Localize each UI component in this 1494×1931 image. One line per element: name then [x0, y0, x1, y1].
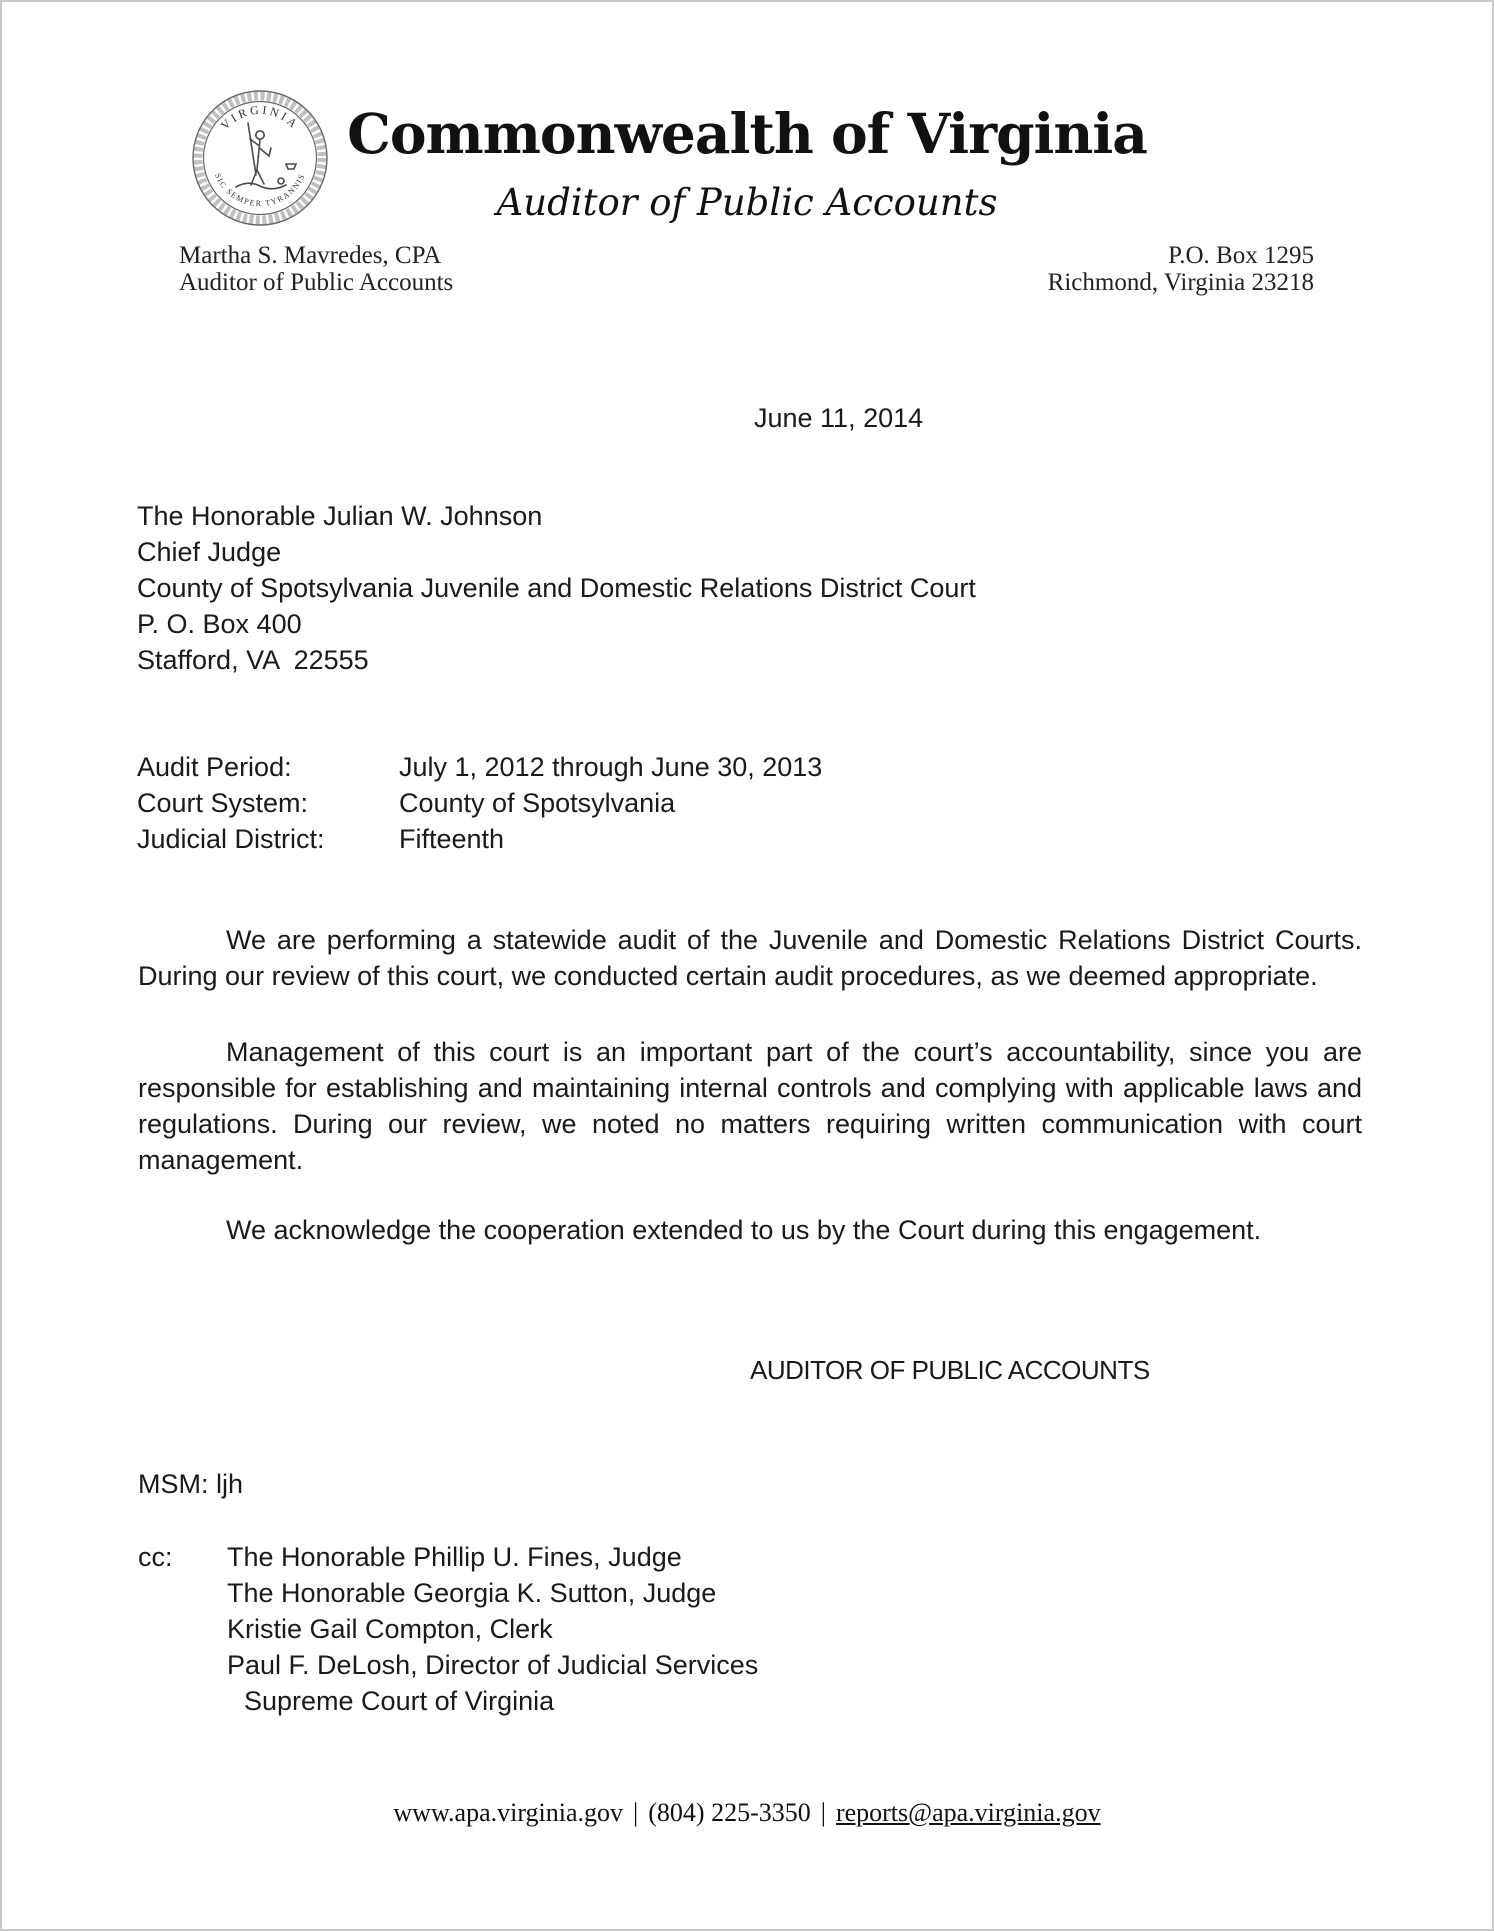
cc-item: Kristie Gail Compton, Clerk — [227, 1614, 553, 1644]
letterhead-title: Commonwealth of Virginia — [347, 101, 1147, 166]
cc-item: Supreme Court of Virginia — [244, 1686, 555, 1716]
cc-label: cc: — [138, 1542, 173, 1572]
recipient-line: Chief Judge — [137, 537, 282, 567]
body-paragraph-3: We acknowledge the cooperation extended to us by the Court during this engagement. — [226, 1215, 1262, 1245]
footer-separator: | — [633, 1798, 639, 1827]
audit-info-label: Audit Period: — [137, 752, 292, 782]
cc-item: Paul F. DeLosh, Director of Judicial Services — [227, 1650, 759, 1680]
audit-info-value: Fifteenth — [399, 824, 505, 854]
recipient-line: County of Spotsylvania Juvenile and Domestic Relations District Court — [137, 573, 976, 603]
audit-info-label: Court System: — [137, 788, 309, 818]
audit-info-block — [137, 749, 822, 857]
footer-website: www.apa.virginia.gov — [393, 1798, 624, 1827]
audit-info-row — [137, 749, 822, 785]
footer-email-link[interactable]: reports@apa.virginia.gov — [835, 1798, 1101, 1827]
auditor-title: Auditor of Public Accounts — [179, 269, 454, 296]
po-box: P.O. Box 1295 — [1168, 242, 1314, 269]
auditor-name-block — [179, 242, 453, 296]
footer-separator: | — [820, 1798, 826, 1827]
audit-info-row — [137, 785, 822, 821]
recipient-line: Stafford, VA 22555 — [137, 645, 369, 675]
office-address-block — [1048, 242, 1314, 296]
cc-item: The Honorable Phillip U. Fines, Judge — [227, 1542, 682, 1572]
signature-heading: AUDITOR OF PUBLIC ACCOUNTS — [750, 1355, 1150, 1385]
audit-info-value: July 1, 2012 through June 30, 2013 — [399, 752, 823, 782]
seal-top-text: VIRGINIA — [217, 102, 303, 133]
audit-info-row — [137, 821, 822, 857]
auditor-name: Martha S. Mavredes, CPA — [179, 242, 442, 269]
cc-items — [227, 1539, 758, 1719]
reference-initials: MSM: ljh — [138, 1469, 244, 1499]
city-state-zip: Richmond, Virginia 23218 — [1047, 269, 1314, 296]
footer-phone: (804) 225-3350 — [648, 1798, 811, 1827]
recipient-line: P. O. Box 400 — [137, 609, 302, 639]
body-paragraph-2: Management of this court is an important part of the court’s accountability, since you are responsible for establishing and maintaining internal controls and complying with applicable laws and regulations. During our review, we noted no matters requiring written communication with court management. — [138, 1037, 1362, 1175]
recipient-line: The Honorable Julian W. Johnson — [137, 501, 543, 531]
recipient-address-block — [137, 498, 976, 678]
seal-bottom-text: SIC SEMPER TYRANNIS — [213, 171, 307, 209]
letterhead-subtitle: Auditor of Public Accounts — [496, 181, 998, 224]
cc-block — [138, 1539, 758, 1719]
audit-info-value: County of Spotsylvania — [399, 788, 676, 818]
cc-item: The Honorable Georgia K. Sutton, Judge — [227, 1578, 717, 1608]
letter-date: June 11, 2014 — [754, 403, 924, 433]
audit-info-label: Judicial District: — [137, 824, 325, 854]
page-footer — [2, 1796, 1492, 1830]
body-paragraph-1: We are performing a statewide audit of the Juvenile and Domestic Relations District Courts. During our review of this court, we conducted certain audit procedures, as we deemed appropriate. — [138, 925, 1362, 991]
